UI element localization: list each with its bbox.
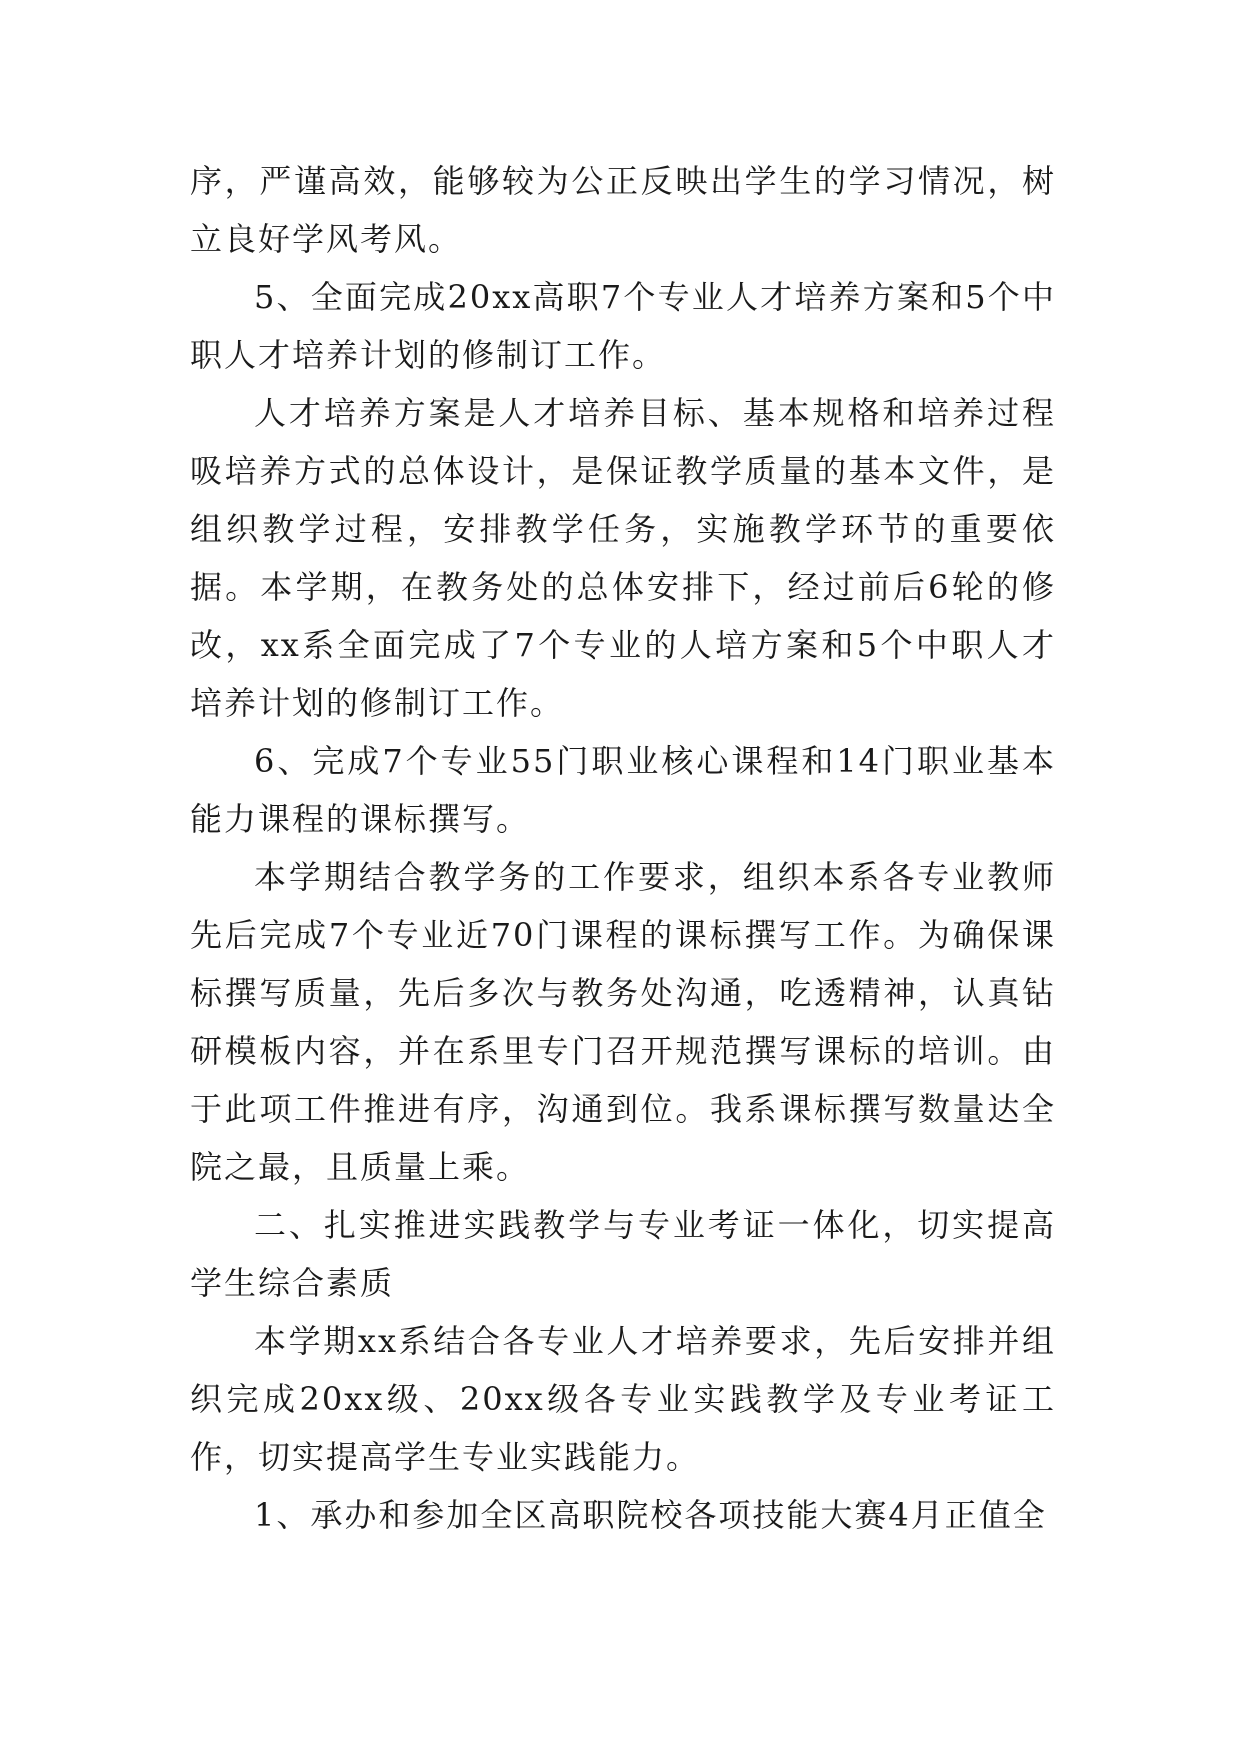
paragraph-1: 序，严谨高效，能够较为公正反映出学生的学习情况，树立良好学风考风。 [190,162,1056,258]
paragraph-2: 5、全面完成20xx高职7个专业人才培养方案和5个中职人才培养计划的修制订工作。 [190,278,1056,374]
paragraph-7: 本学期xx系结合各专业人才培养要求，先后安排并组织完成20xx级、20xx级各专业实践教学及专业考证工作，切实提高学生专业实践能力。 [190,1322,1056,1476]
paragraph-8: 1、承办和参加全区高职院校各项技能大赛4月正值全 [254,1496,1047,1534]
paragraph-3: 人才培养方案是人才培养目标、基本规格和培养过程吸培养方式的总体设计，是保证教学质量的基本文件，是组织教学过程，安排教学任务，实施教学环节的重要依据。本学期，在教务处的总体安排下，经过前后6轮的修改，xx系全面完成了7个专业的人培方案和5个中职人才培养计划的修制订工作。 [190,394,1056,722]
paragraph-4: 6、完成7个专业55门职业核心课程和14门职业基本能力课程的课标撰写。 [190,742,1056,838]
document-body [190,152,1056,1544]
paragraph-5: 本学期结合教学务的工作要求，组织本系各专业教师先后完成7个专业近70门课程的课标撰写工作。为确保课标撰写质量，先后多次与教务处沟通，吃透精神，认真钻研模板内容，并在系里专门召开规范撰写课标的培训。由于此项工件推进有序，沟通到位。我系课标撰写数量达全院之最，且质量上乘。 [190,858,1056,1186]
section-heading-2: 二、扎实推进实践教学与专业考证一体化，切实提高学生综合素质 [190,1206,1056,1302]
